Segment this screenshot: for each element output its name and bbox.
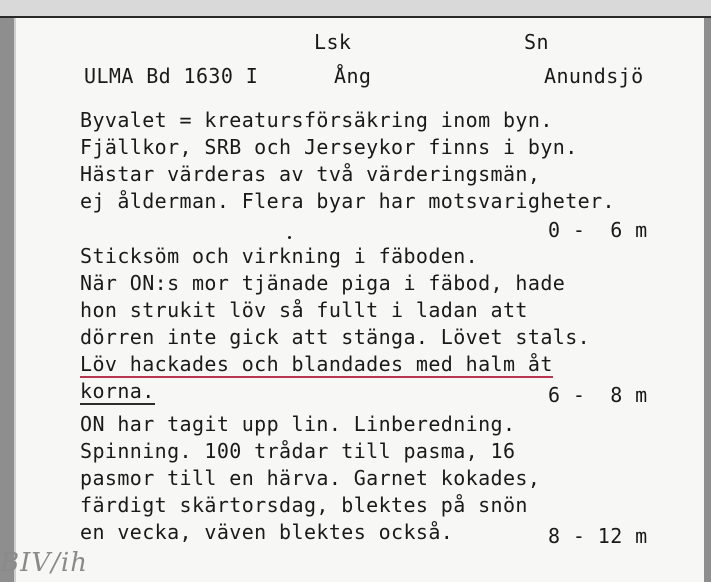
text-line: Byvalet = kreatursförsäkring inom byn. — [80, 108, 553, 132]
range-label: 8 - 12 m — [548, 524, 648, 548]
text-line: Spinning. 100 trådar till pasma, 16 — [80, 439, 516, 463]
underlined-text-line: korna. — [80, 379, 155, 403]
text-line: hon strukit löv så fullt i ladan att — [80, 298, 528, 322]
pencil-annotation: BIV/ih — [0, 548, 88, 578]
text-line: När ON:s mor tjänade piga i fäbod, hade — [80, 271, 566, 295]
text-line: Hästar värderas av två värderingsmän, — [80, 162, 541, 186]
header-sn-label: Sn — [524, 30, 549, 54]
card-top-edge — [0, 0, 711, 18]
range-label: 0 - 6 m — [548, 218, 648, 242]
header-lsk-label: Lsk — [314, 30, 352, 54]
archive-card — [14, 18, 704, 582]
text-line: färdigt skärtorsdag, blektes på snön — [80, 493, 528, 517]
text-line: en vecka, väven blektes också. — [80, 520, 454, 544]
socken-value: Anundsjö — [544, 64, 644, 88]
ink-dot — [288, 236, 291, 239]
underlined-text-line: Löv hackades och blandades med halm åt — [80, 352, 553, 376]
text-line: dörren inte gick att stänga. Lövet stals. — [80, 325, 591, 349]
archive-id: ULMA Bd 1630 I — [84, 64, 259, 88]
text-line: ej ålderman. Flera byar har motsvarigheter. — [80, 189, 615, 213]
text-line: ON har tagit upp lin. Linberedning. — [80, 412, 516, 436]
landskap-value: Ång — [334, 64, 372, 88]
text-line: pasmor till en härva. Garnet kokades, — [80, 466, 541, 490]
text-line: Fjällkor, SRB och Jerseykor finns i byn. — [80, 135, 578, 159]
text-line: Sticksöm och virkning i fäboden. — [80, 244, 479, 268]
range-label: 6 - 8 m — [548, 383, 648, 407]
